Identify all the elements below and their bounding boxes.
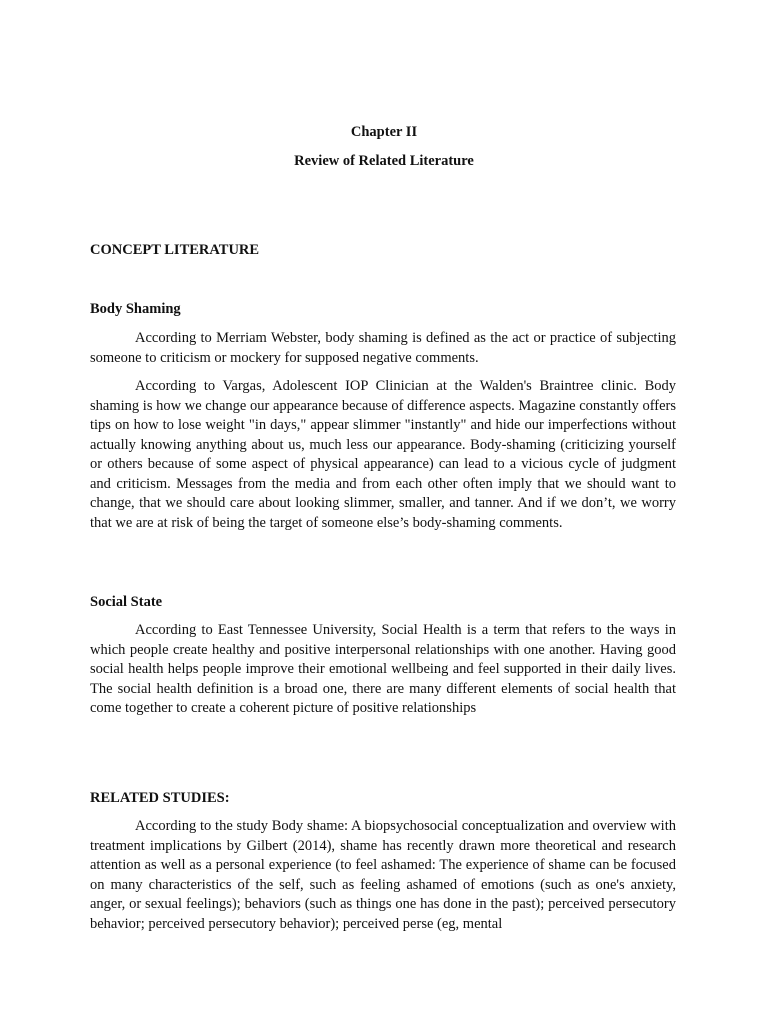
related-studies-paragraph-1: According to the study Body shame: A biopsychosocial conceptualization and overview with treatment implications by Gilbert (2014), shame has recently drawn more theoretical and research attention as well as a personal experience (to feel ashamed: The experience of shame can be focused on many characteristics of the self, such as feeling ashamed of emotions (such as one's anxiety, anger, or sexual feelings); behaviors (such as things one has done in the past); perceived persecutory behavior; perceived persecutory behavior); perceived perse (eg, mental xyxy=(90,818,676,932)
chapter-title: Chapter II xyxy=(350,124,418,140)
social-state-paragraph-1: According to East Tennessee University, Social Health is a term that refers to the ways in which people create healthy and positive interpersonal relationships with one another. Having good social health helps people improve their emotional wellbeing and feel supported in their daily lives. The social health definition is a broad one, there are many different elements of social health that come together to create a coherent picture of positive relationships xyxy=(90,622,676,716)
chapter-subtitle: Review of Related Literature xyxy=(294,153,474,169)
body-shaming-paragraph-2: According to Vargas, Adolescent IOP Clinician at the Walden's Braintree clinic. Body shaming is how we change our appearance because of difference aspects. Magazine constantly offers tips on how to lose weight "in days," appear slimmer "instantly" and hide our imperfections without actually knowing anything about us, much less our appearance. Body-shaming (criticizing yourself or others because of some aspect of physical appearance) can lead to a vicious cycle of judgment and criticism. Messages from the media and from each other often imply that we should want to change, that we should care about looking slimmer, smaller, and tanner. And if we don’t, we worry that we are at risk of being the target of someone else’s body-shaming comments. xyxy=(90,378,676,531)
subheading-body-shaming: Body Shaming xyxy=(90,301,181,317)
section-heading-concept-literature: CONCEPT LITERATURE xyxy=(90,242,260,258)
body-shaming-paragraph-1: According to Merriam Webster, body shaming is defined as the act or practice of subjecting someone to criticism or mockery for supposed negative comments. xyxy=(90,330,676,366)
section-heading-related-studies: RELATED STUDIES: xyxy=(90,790,230,806)
subheading-social-state: Social State xyxy=(90,594,163,610)
